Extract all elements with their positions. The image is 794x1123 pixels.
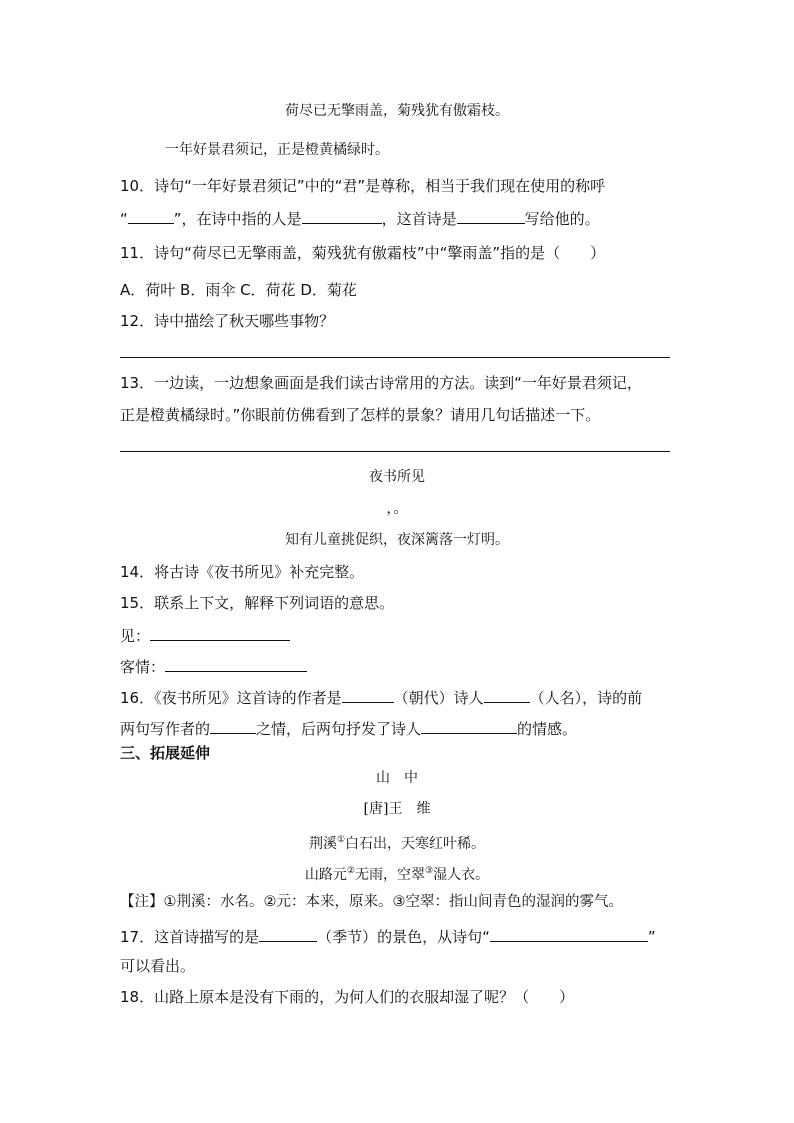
answer-blank[interactable] [128, 207, 174, 224]
footnote-marker: ③ [425, 866, 434, 876]
question-16-line1 [120, 686, 642, 708]
question-11: 11．诗句“荷尽已无擎雨盖，菊残犹有傲霜枝”中“擎雨盖”指的是（ ） [120, 244, 606, 262]
question-14: 14．将古诗《夜书所见》补充完整。 [120, 563, 365, 581]
question-18: 18．山路上原本是没有下雨的，为何人们的衣服却湿了呢？（ ） [120, 988, 575, 1006]
question-15: 15．联系上下文，解释下列词语的意思。 [120, 594, 395, 612]
poem2-title: 夜书所见 [369, 469, 425, 485]
question-16-line2 [120, 717, 577, 739]
question-13-line2: 正是橙黄橘绿时。”你眼前仿佛看到了怎样的景象？请用几句话描述一下。 [120, 406, 601, 424]
q16-text-d: 两句写作者的 [120, 720, 211, 738]
poem-text: 无雨，空翠 [355, 867, 425, 883]
poem3-author: [唐]王 维 [363, 801, 431, 817]
q16-text-c: （人名），诗的前 [529, 689, 643, 707]
question-17-line1 [120, 925, 656, 947]
poem-text: 湿人衣。 [433, 867, 490, 883]
footnote-marker: ② [346, 866, 355, 876]
answer-blank[interactable] [210, 717, 256, 734]
answer-blank[interactable] [302, 207, 382, 224]
poem2-line1: ，。 [386, 501, 408, 517]
poem2-line2: 知有儿童挑促织，夜深篱落一灯明。 [285, 532, 509, 548]
poem1-line1: 荷尽已无擎雨盖，菊残犹有傲霜枝。 [285, 103, 509, 119]
question-10-line2 [120, 207, 600, 229]
question-11-options: A．荷叶 B．雨伞 C．荷花 D．菊花 [120, 281, 357, 299]
q10-text-b: ”，在诗中指的人是 [173, 210, 302, 228]
poem-text: 荆溪 [308, 836, 337, 852]
answer-blank[interactable] [421, 717, 517, 734]
poem3-line1 [0, 830, 794, 854]
question-10-line1: 10．诗句“一年好景君须记”中的“君”是尊称，相当于我们现在使用的称呼 [120, 177, 606, 195]
poem3-title: 山 中 [376, 770, 418, 786]
q16-text-e: 之情，后两句抒发了诗人 [256, 720, 422, 738]
answer-line[interactable] [120, 451, 670, 452]
answer-line[interactable] [120, 357, 670, 358]
word-label: 见： [120, 627, 151, 645]
question-15-word1 [120, 624, 290, 646]
q10-text-d: 写给他的。 [524, 210, 600, 228]
question-17-line2: 可以看出。 [120, 957, 196, 975]
footnote-marker: ① [336, 835, 346, 845]
q17-text-b: （季节）的景色，从诗句“ [317, 928, 490, 946]
answer-blank[interactable] [165, 655, 307, 672]
q16-text-f: 的情感。 [517, 720, 578, 738]
question-15-word2 [120, 655, 307, 677]
poem-text: 山路元 [304, 867, 347, 883]
answer-blank[interactable] [342, 686, 394, 703]
answer-blank[interactable] [150, 624, 290, 641]
q17-text-a: 17．这首诗描写的是 [120, 928, 260, 946]
answer-blank[interactable] [490, 925, 648, 942]
question-13-line1: 13．一边读，一边想象画面是我们读古诗常用的方法。读到“一年好景君须记， [120, 374, 642, 392]
question-12: 12．诗中描绘了秋天哪些事物？ [120, 312, 335, 330]
poem3-note: 【注】①荆溪：水名。②元：本来，原来。③空翠：指山间青色的湿润的雾气。 [120, 894, 623, 910]
answer-blank[interactable] [484, 686, 530, 703]
answer-blank[interactable] [457, 207, 525, 224]
answer-blank[interactable] [259, 925, 317, 942]
q17-text-c: ” [647, 928, 656, 946]
q16-text-b: （朝代）诗人 [393, 689, 484, 707]
section-heading: 三、拓展延伸 [120, 744, 211, 762]
poem-text: 白石出，天寒红叶稀。 [345, 836, 486, 852]
word-label: 客情： [120, 658, 166, 676]
q16-text-a: 16．《夜书所见》这首诗的作者是 [120, 689, 342, 707]
q10-text-a: “ [120, 210, 128, 228]
poem1-line2: 一年好景君须记，正是橙黄橘绿时。 [165, 142, 389, 158]
poem3-line2 [0, 861, 794, 885]
q10-text-c: ，这首诗是 [381, 210, 457, 228]
